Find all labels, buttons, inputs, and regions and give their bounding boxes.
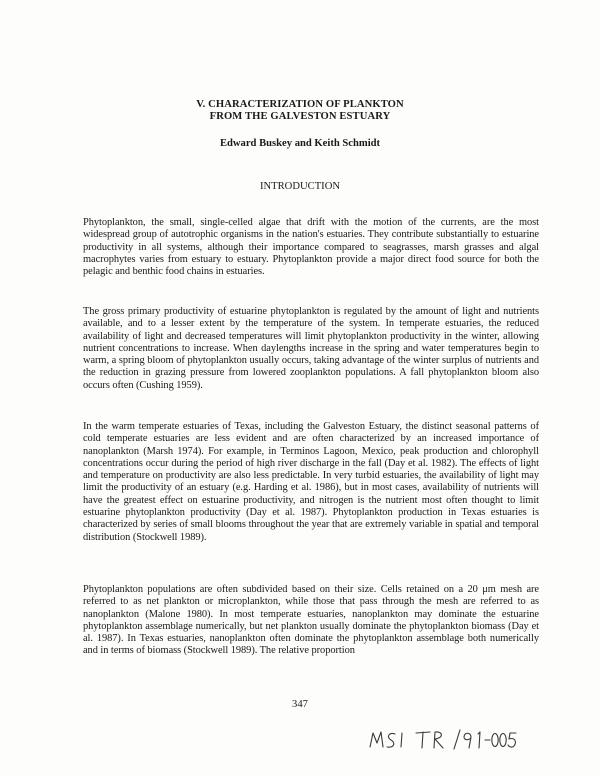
document-title xyxy=(0,99,600,123)
handwriting-icon xyxy=(368,727,518,753)
title-line-2: FROM THE GALVESTON ESTUARY xyxy=(209,111,391,122)
page-number: 347 xyxy=(292,699,308,710)
handwritten-report-number xyxy=(368,727,518,753)
paragraph-2: The gross primary productivity of estuarine phytoplankton is regulated by the amount of light and nutrients available, and to a lesser extent by the temperature of the system. In temperate estuaries, the reduced availability of light and decreased temperatures will limit phytoplankton productivity in the winter, allowing nutrient concentrations to increase. When daylengths increase in the spring and water temperatures begin to warm, a spring bloom of phytoplankton usually occurs, taking advantage of the winter surplus of nutrients and the reduction in grazing pressure from lowered zooplankton populations. A fall phytoplankton bloom also occurs often (Cushing 1959). xyxy=(83,306,539,391)
authors: Edward Buskey and Keith Schmidt xyxy=(219,138,381,149)
title-line-1: V. CHARACTERIZATION OF PLANKTON xyxy=(196,99,404,110)
paragraph-4: Phytoplankton populations are often subdivided based on their size. Cells retained on a 20 μm mesh are referred to as net plankton or microplankton, while those that pass through the mesh are referred to as nanoplankton (Malone 1980). In most temperate estuaries, nanoplankton may dominate the estuarine phytoplankton assemblage numerically, but net plankton usually dominate the phytoplankton biomass (Day et al. 1987). In Texas estuaries, nanoplankton often dominate the phytoplankton assemblage both numerically and in terms of biomass (Stockwell 1989). The relative proportion xyxy=(83,584,539,657)
paragraph-3: In the warm temperate estuaries of Texas, including the Galveston Estuary, the distinct seasonal patterns of cold temperate estuaries are less evident and are often characterized by an increased importance of nanoplankton (Marsh 1974). For example, in Terminos Lagoon, Mexico, peak production and chlorophyll concentrations occur during the period of high river discharge in the fall (Day et al. 1982). The effects of light and temperature on productivity are also less predictable. In very turbid estuaries, the availability of light may limit the productivity of an estuary (e.g. Harding et al. 1986), but in most cases, availability of nutrients will have the greatest effect on estuarine productivity, and nitrogen is the nutrient most often thought to limit estuarine phytoplankton productivity (Day et al. 1987). Phytoplankton production in Texas estuaries is characterized by series of small blooms throughout the year that are extremely variable in spatial and temporal distribution (Stockwell 1989). xyxy=(83,421,539,543)
paragraph-1: Phytoplankton, the small, single-celled algae that drift with the motion of the currents, are the most widespread group of autotrophic organisms in the nation's estuaries. They contribute substantially to estuarine productivity in all systems, although their importance compared to seagrasses, marsh grasses and algal macrophytes varies from estuary to estuary. Phytoplankton provide a major direct food source for both the pelagic and benthic food chains in estuaries. xyxy=(83,217,539,278)
section-heading: INTRODUCTION xyxy=(259,181,341,192)
